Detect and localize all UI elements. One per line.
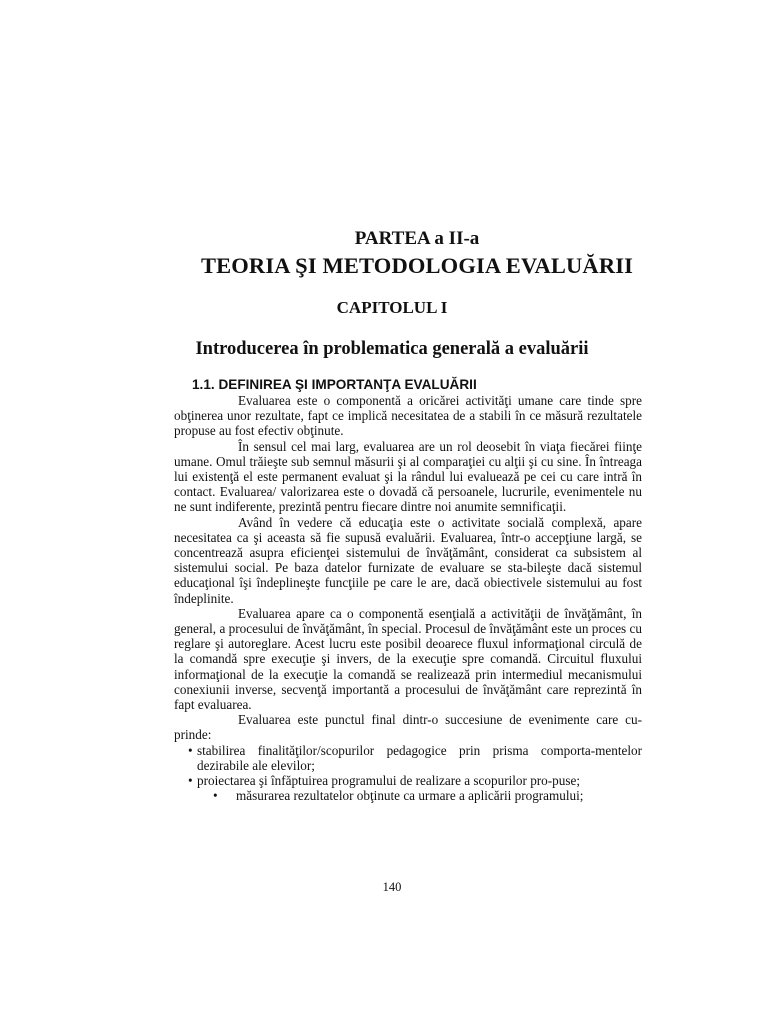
part-title: PARTEA a II-a	[354, 228, 480, 249]
bullet-list	[174, 743, 642, 804]
paragraph: Evaluarea este punctul final dintr-o succesiune de evenimente care cu-prinde:	[174, 712, 642, 743]
body-text	[174, 393, 642, 803]
list-item	[174, 743, 642, 773]
chapter-subtitle: Introducerea în problematica generală a evaluării	[195, 339, 589, 359]
page-number: 140	[382, 880, 402, 894]
paragraph: Având în vedere că educaţia este o activitate socială complexă, apare necesitatea ca şi aceasta să fie supusă evaluării. Evaluarea, într-o accepţiune largă, se concentrează asupra eficienţei sistemului de învăţământ, considerat ca subsistem al sistemului social. Pe baza datelor furnizate de evaluare se sta-bileşte dacă sistemul educaţional îşi îndeplineşte funcţiile pe care le are, dacă obiectivele sistemului au fost îndeplinite.	[174, 514, 642, 606]
bullet-icon: •	[188, 742, 193, 758]
main-title: TEORIA ŞI METODOLOGIA EVALUĂRII	[200, 253, 634, 278]
list-item	[174, 788, 642, 803]
chapter-title: CAPITOLUL I	[336, 298, 448, 317]
list-item-text: proiectarea şi înfăptuirea programului de realizare a scopurilor pro-puse;	[197, 773, 580, 789]
paragraph: Evaluarea apare ca o componentă esenţială a activităţii de învăţământ, în general, a procesului de învăţământ, în special. Procesul de învăţământ este un proces cu reglare şi autoreglare. Acest lucru este posibil deoarece fluxul informaţional circulă de la comandă spre execuţie şi invers, de la execuţie spre comandă. Circuitul fluxului informaţional de la execuţie la comandă se realizează prin intermediul mecanismului conexiunii inverse, secvenţă importantă a procesului de învăţământ care reprezintă în fapt evaluarea.	[174, 605, 642, 713]
list-item-text: măsurarea rezultatelor obţinute ca urmare a aplicării programului;	[236, 788, 584, 804]
list-item-text: stabilirea finalităţilor/scopurilor pedagogice prin prisma comporta-mentelor dezirabile ale elevilor;	[197, 742, 642, 773]
paragraph: Evaluarea este o componentă a oricărei activităţi umane care tinde spre obţinerea unor rezultate, fapt ce implică necesitatea de a stabili în ce măsură rezultatele propuse au fost efectiv obţinute.	[174, 393, 642, 439]
section-heading: 1.1. DEFINIREA ŞI IMPORTANŢA EVALUĂRII	[192, 377, 477, 392]
bullet-icon: •	[188, 773, 193, 789]
paragraph: În sensul cel mai larg, evaluarea are un rol deosebit în viaţa fiecărei fiinţe umane. Omul trăieşte sub semnul măsurii şi al comparaţiei cu alţii şi cu sine. În întreaga lui existenţă el este permanent evaluat şi la rândul lui evaluează pe cei cu care intră în contact. Evaluarea/ valorizarea este o dovadă că persoanele, lucrurile, evenimentele nu ne sunt indiferente, prezintă pentru fiecare dintre noi anumite semnificaţii.	[174, 438, 642, 515]
list-item	[174, 773, 642, 788]
bullet-icon: •	[213, 788, 218, 804]
